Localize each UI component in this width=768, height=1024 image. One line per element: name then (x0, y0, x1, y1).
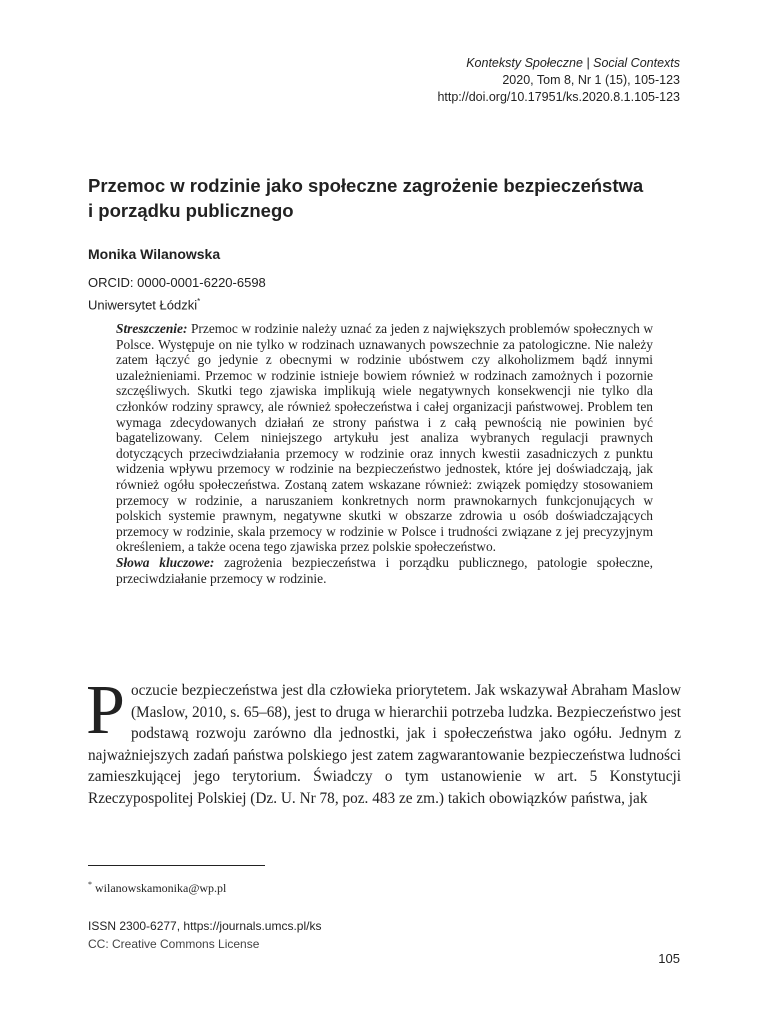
abstract-text: Przemoc w rodzinie należy uznać za jeden z największych problemów społecznych w Polsce. Występuje on nie tylko w rodzinach uznawanych powszechnie za patologiczne. Nie należy zatem łączyć go jedynie z obecnymi w rodzinie ubóstwem czy alkoholizmem bądź innymi uzależnieniami. Przemoc w rodzinie istnieje bowiem również w rodzinach zamożnych i pozornie szczęśliwych. Skutki tego zjawiska implikują wiele negatywnych konsekwencji nie tylko dla członków rodziny sprawcy, ale również społeczeństwa i całej organizacji państwowej. Problem ten wymaga zdecydowanych działań ze strony państwa i z całą pewnością nie powinien być bagatelizowany. Celem niniejszego artykułu jest analiza wybranych regulacji prawnych dotyczących przeciwdziałania przemocy w rodzinie oraz innych kwestii zasadniczych z punktu widzenia wpływu przemocy w rodzinie na bezpieczeństwo jednostek, które jej doświadczają, jak również ogółu społeczeństwa. Zostaną zatem wskazane również: związek pomiędzy stosowaniem przemocy w rodzinie, a naruszaniem konkretnych norm prawnokarnych funkcjonujących w polskich systemie prawnym, negatywne skutki w obszarze zdrowia u osób doświadczających przemocy w rodzinie, skala przemocy w rodzinie w Polsce i trudności związane z jej precyzyjnym określeniem, a także ocena tego zjawiska przez polskie społeczeństwo. (116, 321, 653, 555)
abstract (116, 321, 653, 586)
journal-title: Konteksty Społeczne | Social Contexts (466, 56, 680, 70)
keywords-text: zagrożenia bezpieczeństwa i porządku publicznego, patologie społeczne, przeciwdziałanie przemocy w rodzinie. (116, 554, 653, 586)
abstract-paragraph (116, 321, 653, 555)
affiliation-footnote-mark: * (197, 297, 201, 306)
affiliation-name: Uniwersytet Łódzki (88, 297, 198, 313)
publication-footer (88, 917, 321, 953)
footnote-mark: * (88, 880, 92, 889)
affiliation (88, 292, 266, 314)
orcid-id: ORCID: 0000-0001-6220-6598 (88, 275, 266, 290)
author-details (88, 273, 266, 314)
page-number: 105 (658, 951, 680, 966)
footnote-email[interactable]: wilanowskamonika@wp.pl (95, 881, 227, 895)
abstract-label: Streszczenie: (116, 321, 188, 336)
author-name: Monika Wilanowska (88, 246, 221, 262)
journal-header (437, 55, 680, 106)
article-title: Przemoc w rodzinie jako społeczne zagrożenie bezpieczeństwa i porządku publicznego (88, 175, 644, 221)
volume-info: 2020, Tom 8, Nr 1 (15), 105-123 (502, 73, 680, 87)
keywords-paragraph (116, 555, 653, 586)
footnote-divider (88, 865, 265, 866)
drop-cap: P (86, 672, 125, 749)
footnote (88, 880, 226, 896)
body-paragraph-text: oczucie bezpieczeństwa jest dla człowieka priorytetem. Jak wskazywał Abraham Maslow (Maslow, 2010, s. 65–68), jest to druga w hierarchii potrzeba ludzka. Bezpieczeństwo jest podstawą rozwoju zarówno dla jednostki, jak i społeczeństwa jako ogółu. Jednym z najważniejszych zadań państwa polskiego jest zatem zagwarantowanie bezpieczeństwa ludności zamieszkującej jego terytorium. Świadczy o tym ustanowienie w art. 5 Konstytucji Rzeczypospolitej Polskiej (Dz. U. Nr 78, poz. 483 ze zm.) takich obowiązków państwa, jak (88, 682, 681, 807)
keywords-label: Słowa kluczowe: (116, 554, 215, 570)
body-paragraph (86, 672, 681, 810)
body-text (86, 672, 681, 810)
license-line: CC: Creative Commons License (88, 937, 260, 951)
doi-link[interactable]: http://doi.org/10.17951/ks.2020.8.1.105-123 (437, 90, 680, 104)
issn-line: ISSN 2300-6277, https://journals.umcs.pl/ks (88, 919, 322, 933)
